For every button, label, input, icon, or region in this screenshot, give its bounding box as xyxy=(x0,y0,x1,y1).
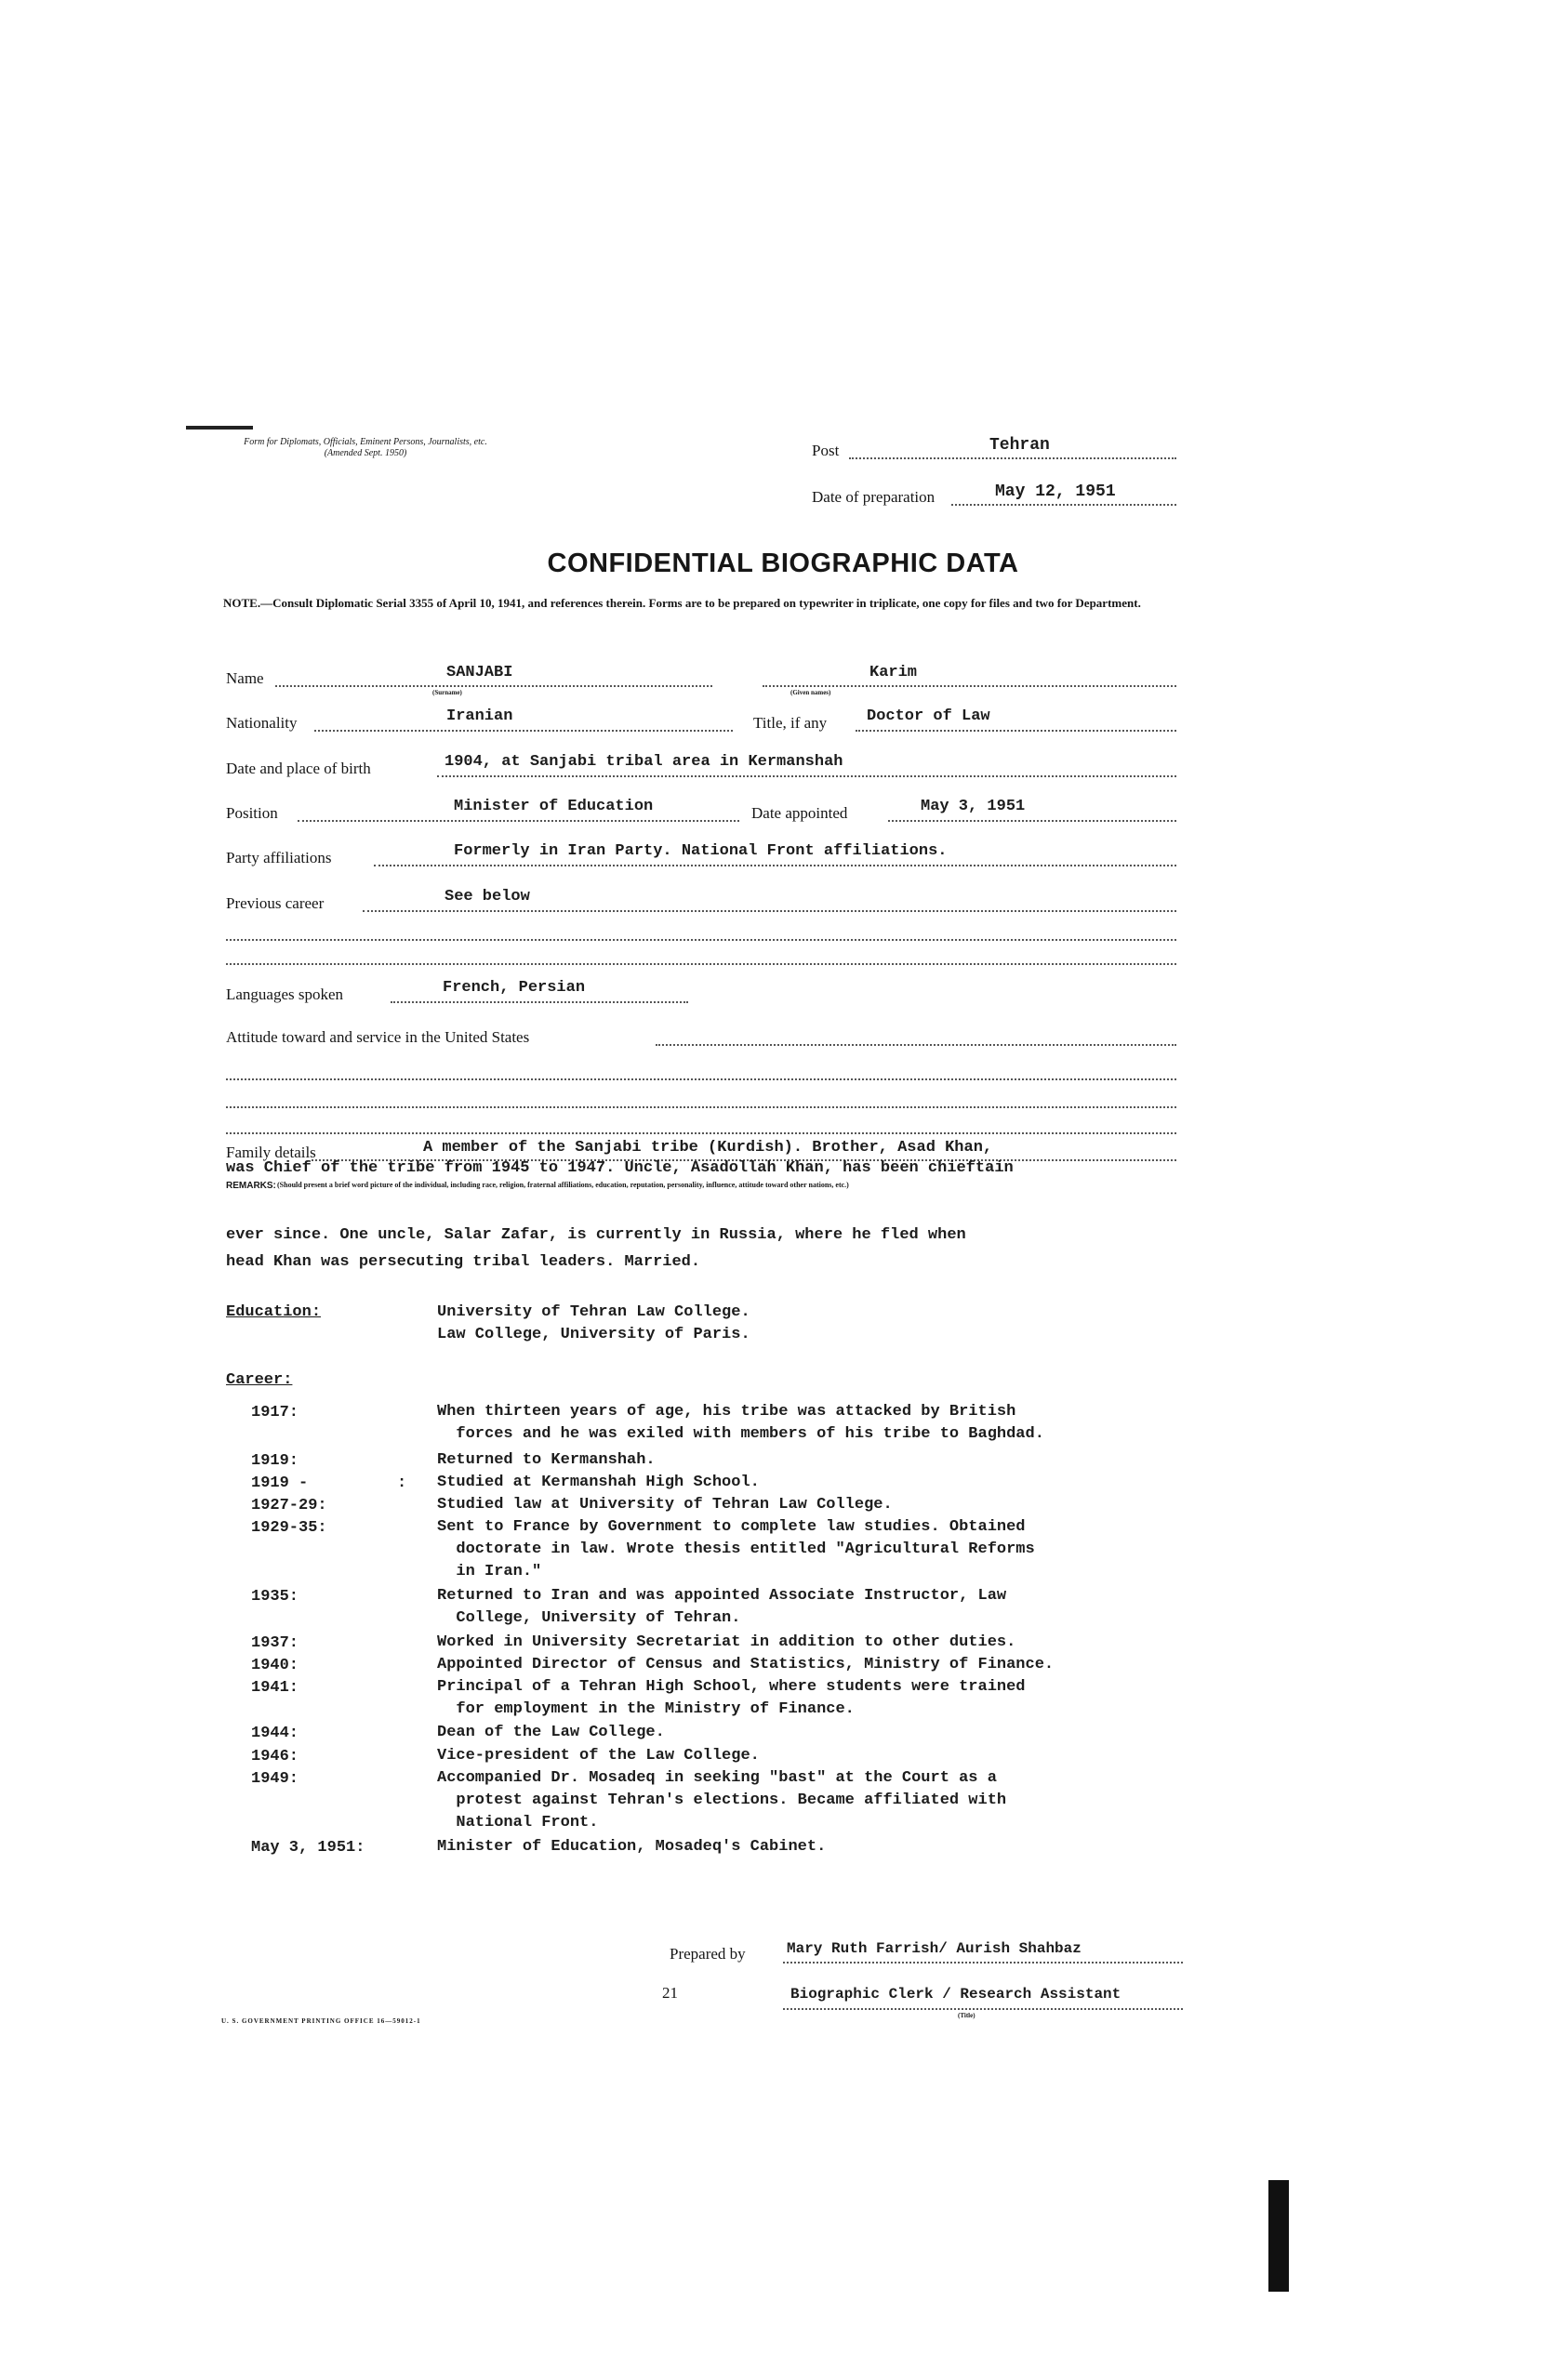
education-line-2: Law College, University of Paris. xyxy=(437,1326,750,1343)
career-line-2 xyxy=(226,939,1176,941)
form-note: Form for Diplomats, Officials, Eminent Persons, Journalists, etc. (Amended Sept. 1950) xyxy=(244,437,487,458)
appointed-value: May 3, 1951 xyxy=(921,798,1026,815)
languages-label: Languages spoken xyxy=(226,985,344,1003)
appointed-label: Date appointed xyxy=(751,804,848,822)
career-year-colon: : xyxy=(397,1474,407,1492)
career-entry: Studied law at University of Tehran Law College. xyxy=(437,1496,893,1514)
education-line-1: University of Tehran Law College. xyxy=(437,1303,750,1321)
career-year: May 3, 1951: xyxy=(251,1839,365,1857)
education-label: Education: xyxy=(226,1303,322,1321)
nationality-value: Iranian xyxy=(446,707,513,725)
career-line-3 xyxy=(226,963,1176,965)
career-year: 1937: xyxy=(251,1634,299,1652)
given-value: Karim xyxy=(869,664,918,681)
career-entry: Minister of Education, Mosadeq's Cabinet. xyxy=(437,1838,827,1856)
attitude-line-4 xyxy=(226,1132,1176,1134)
career-year: 1944: xyxy=(251,1725,299,1742)
career-year: 1917: xyxy=(251,1404,299,1421)
career-entry: Returned to Iran and was appointed Associate Instructor, Law College, University of Tehran. xyxy=(437,1587,1007,1627)
career-entry: Worked in University Secretariat in addition to other duties. xyxy=(437,1633,1016,1651)
career-entry: Returned to Kermanshah. xyxy=(437,1451,656,1469)
career-entry: Appointed Director of Census and Statistics, Ministry of Finance. xyxy=(437,1656,1055,1673)
career-entry: When thirteen years of age, his tribe was attacked by British forces and he was exiled with members of his tribe to Baghdad. xyxy=(437,1403,1044,1443)
career-entry: Vice-president of the Law College. xyxy=(437,1747,760,1765)
remarks-line-2: head Khan was persecuting tribal leaders. Married. xyxy=(226,1253,701,1271)
family-label: Family details xyxy=(226,1144,316,1161)
family-line-2: was Chief of the tribe from 1945 to 1947. Uncle, Asadollah Khan, has been chieftain xyxy=(226,1159,1014,1177)
career-line-1 xyxy=(363,910,1176,912)
position-value: Minister of Education xyxy=(454,798,654,815)
remarks-note: (Should present a brief word picture of the individual, including race, religion, fraternal affiliations, education, reputation, personality, influence, attitude toward other nations, etc.) xyxy=(277,1181,849,1189)
remarks-line-1: ever since. One uncle, Salar Zafar, is currently in Russia, where he fled when xyxy=(226,1226,966,1244)
attitude-line-3 xyxy=(226,1106,1176,1108)
languages-value: French, Persian xyxy=(443,979,586,997)
prepared-label: Prepared by xyxy=(670,1945,746,1963)
career-label: Career: xyxy=(226,1371,293,1389)
attitude-line-1 xyxy=(656,1044,1176,1046)
gpo-imprint: U. S. GOVERNMENT PRINTING OFFICE 16—59012-1 xyxy=(221,2017,421,2025)
title-value: Doctor of Law xyxy=(867,707,990,725)
career-year: 1929-35: xyxy=(251,1519,327,1537)
form-corner-mark xyxy=(186,426,253,430)
career-entry: Principal of a Tehran High School, where students were trained for employment in the Ministry of Finance. xyxy=(437,1678,1026,1718)
career-year: 1935: xyxy=(251,1588,299,1606)
form-instructions: NOTE.—Consult Diplomatic Serial 3355 of April 10, 1941, and references therein. Forms are to be prepared on typewriter in triplicate, one copy for files and two for Department. xyxy=(223,596,1141,610)
attitude-line-2 xyxy=(226,1078,1176,1080)
career-entry: Accompanied Dr. Mosadeq in seeking "bast" at the Court as a protest against Tehran's elections. Became affiliated with National Front. xyxy=(437,1769,1007,1831)
career-year: 1949: xyxy=(251,1770,299,1788)
career-year: 1927-29: xyxy=(251,1497,327,1514)
previous-career-label: Previous career xyxy=(226,894,325,912)
post-value: Tehran xyxy=(989,436,1050,455)
post-line xyxy=(849,457,1176,459)
date-prep-label: Date of preparation xyxy=(812,488,936,506)
previous-career-value: See below xyxy=(445,888,530,906)
career-year: 1940: xyxy=(251,1657,299,1674)
nationality-line xyxy=(314,730,733,732)
prepared-value: Mary Ruth Farrish/ Aurish Shahbaz xyxy=(787,1940,1082,1957)
appointed-line xyxy=(888,820,1176,822)
career-entry: Dean of the Law College. xyxy=(437,1724,665,1741)
name-label: Name xyxy=(226,669,264,687)
career-entry: Studied at Kermanshah High School. xyxy=(437,1474,760,1491)
surname-line xyxy=(275,685,712,687)
position-line xyxy=(298,820,739,822)
career-year: 1919 - xyxy=(251,1474,309,1492)
title-line-footer xyxy=(783,2008,1183,2010)
date-prep-line xyxy=(951,504,1176,506)
career-year: 1946: xyxy=(251,1748,299,1765)
title-line xyxy=(856,730,1176,732)
remarks-label: REMARKS: xyxy=(226,1181,276,1191)
career-year: 1941: xyxy=(251,1679,299,1697)
birth-line xyxy=(437,775,1176,777)
attitude-label: Attitude toward and service in the United States xyxy=(226,1028,530,1046)
birth-label: Date and place of birth xyxy=(226,760,371,777)
date-prep-value: May 12, 1951 xyxy=(995,483,1116,501)
languages-line xyxy=(391,1001,688,1003)
birth-value: 1904, at Sanjabi tribal area in Kermanshah xyxy=(445,753,843,771)
preparer-title-sub: (Title) xyxy=(958,2012,975,2019)
family-line-1: A member of the Sanjabi tribe (Kurdish). Brother, Asad Khan, xyxy=(423,1139,993,1157)
party-value: Formerly in Iran Party. National Front affiliations. xyxy=(454,842,948,860)
form-title: CONFIDENTIAL BIOGRAPHIC DATA xyxy=(547,549,1019,578)
prepared-line xyxy=(783,1962,1183,1964)
title-label: Title, if any xyxy=(753,714,828,732)
post-label: Post xyxy=(812,442,840,459)
scan-edge-bar xyxy=(1268,2180,1289,2292)
career-year: 1919: xyxy=(251,1452,299,1470)
party-label: Party affiliations xyxy=(226,849,332,866)
page-number: 21 xyxy=(662,1984,678,2002)
given-line xyxy=(763,685,1176,687)
surname-value: SANJABI xyxy=(446,664,513,681)
given-sub: (Given names) xyxy=(790,689,831,696)
surname-sub: (Surname) xyxy=(432,689,462,696)
career-entry: Sent to France by Government to complete law studies. Obtained doctorate in law. Wrote thesis entitled "Agricultural Reforms in Iran." xyxy=(437,1518,1035,1580)
position-label: Position xyxy=(226,804,278,822)
party-line xyxy=(374,865,1176,866)
nationality-label: Nationality xyxy=(226,714,298,732)
preparer-title-value: Biographic Clerk / Research Assistant xyxy=(790,1986,1121,2003)
